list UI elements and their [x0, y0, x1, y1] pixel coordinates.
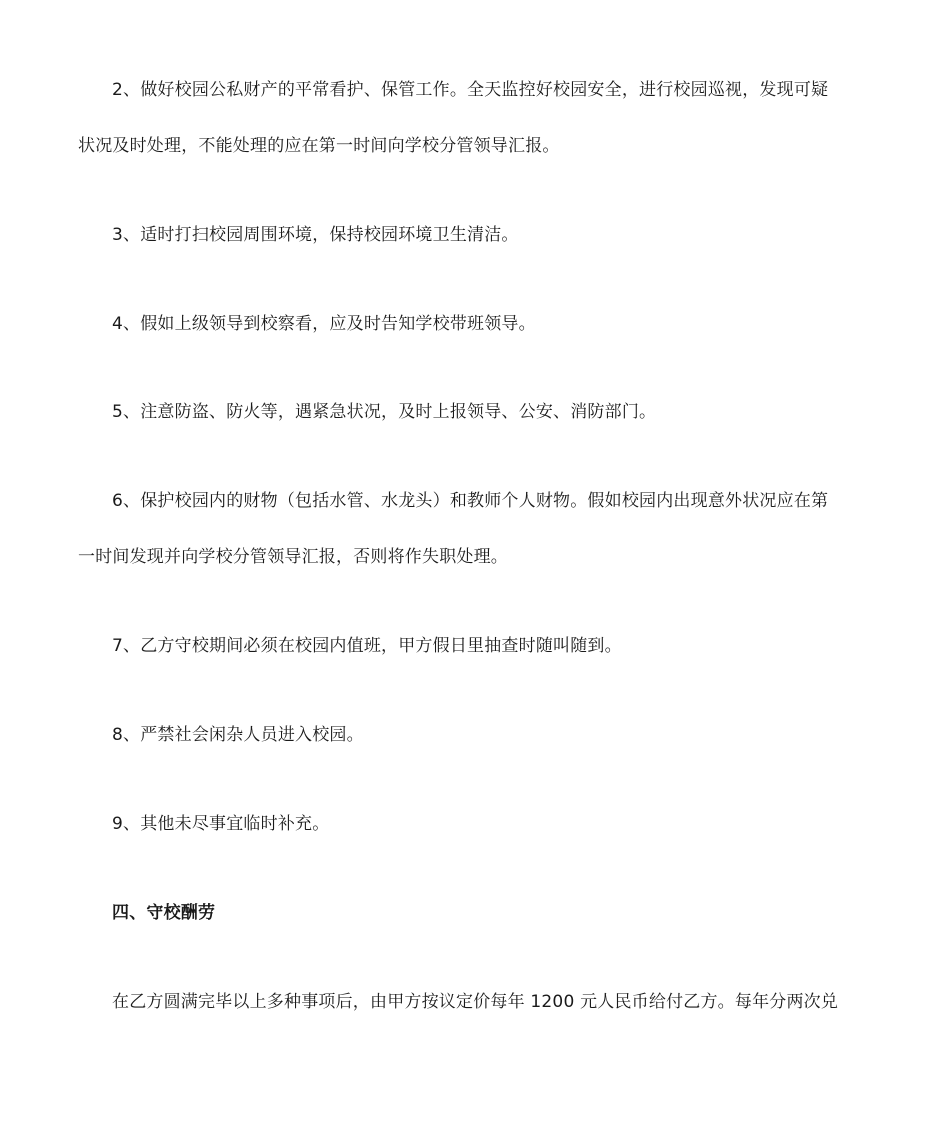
paragraph-item-2-line-2: 状况及时处理，不能处理的应在第一时间向学校分管领导汇报。 [78, 136, 560, 156]
paragraph-remuneration-line-1: 在乙方圆满完毕以上多种事项后，由甲方按议定价每年 1200 元人民币给付乙方。每年分两次兑 [112, 992, 839, 1012]
paragraph-item-5: 5、注意防盗、防火等，遇紧急状况，及时上报领导、公安、消防部门。 [112, 402, 657, 422]
paragraph-item-6-line-1: 6、保护校园内的财物（包括水管、水龙头）和教师个人财物。假如校园内出现意外状况应在第 [112, 491, 829, 511]
paragraph-item-4: 4、假如上级领导到校察看，应及时告知学校带班领导。 [112, 314, 536, 334]
paragraph-item-2-line-1: 2、做好校园公私财产的平常看护、保管工作。全天监控好校园安全，进行校园巡视，发现可疑 [112, 80, 829, 100]
paragraph-item-3: 3、适时打扫校园周围环境，保持校园环境卫生清洁。 [112, 225, 519, 245]
section-heading-remuneration: 四、守校酬劳 [112, 903, 216, 923]
paragraph-item-9: 9、其他未尽事宜临时补充。 [112, 814, 330, 834]
paragraph-item-8: 8、严禁社会闲杂人员进入校园。 [112, 725, 364, 745]
paragraph-item-6-line-2: 一时间发现并向学校分管领导汇报，否则将作失职处理。 [78, 547, 508, 567]
paragraph-item-7: 7、乙方守校期间必须在校园内值班，甲方假日里抽查时随叫随到。 [112, 636, 622, 656]
